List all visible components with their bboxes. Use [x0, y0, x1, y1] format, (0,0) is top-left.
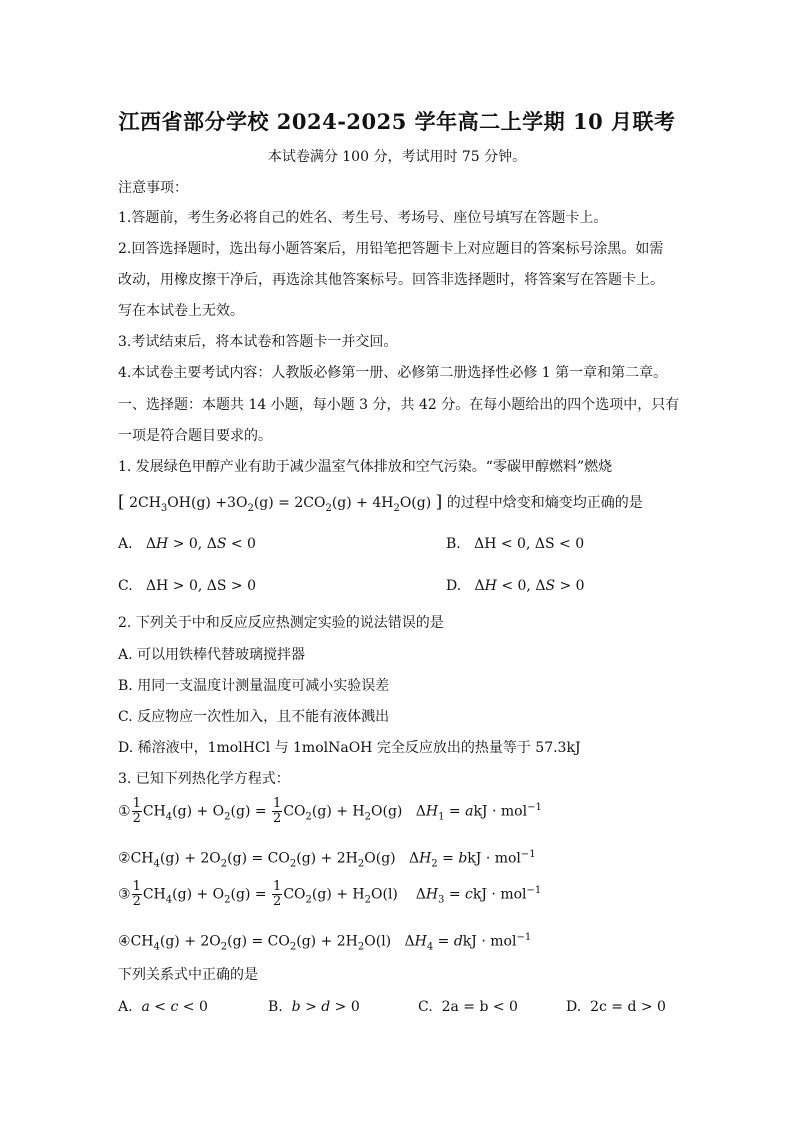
notes-heading: 注意事项：	[118, 180, 188, 196]
q3-option-b: B. b > d > 0	[268, 999, 360, 1015]
q1-equation-line	[118, 493, 643, 518]
q2-option-b: B. 用同一支温度计测量温度可减小实验误差	[118, 678, 390, 694]
exam-title: 江西省部分学校 2024-2025 学年高二上学期 10 月联考	[118, 109, 676, 134]
q1-option-d: D. ΔH < 0, ΔS > 0	[446, 578, 585, 594]
note-line: 3.考试结束后，将本试卷和答题卡一并交回。	[118, 334, 398, 350]
section-heading-cont: 一项是符合题目要求的。	[118, 428, 272, 444]
q2-stem: 2. 下列关于中和反应反应热测定实验的说法错误的是	[118, 615, 444, 631]
q1-option-b: B. ΔH < 0, ΔS < 0	[446, 536, 585, 552]
exam-subtitle: 本试卷满分 100 分，考试用时 75 分钟。	[267, 149, 527, 165]
q3-equation-2: $②CH_4(g) + 2O_2(g) = CO_2(g) + 2H_2O(g) \Delta H_2$ = bkJ · mol$^{-1}$	[118, 849, 536, 870]
q1-stem-tail: 的过程中焓变和熵变均正确的是	[446, 495, 643, 511]
q3-ask: 下列关系式中正确的是	[118, 967, 258, 983]
q1-equation: [ $2CH_3OH(g) +3O_2(g) = 2CO_2(g) + 4H_2O(g)$ ]	[118, 492, 443, 514]
q3-stem: 3. 已知下列热化学方程式：	[118, 771, 290, 787]
note-line: 4.本试卷主要考试内容：人教版必修第一册、必修第二册选择性必修 1 第一章和第二章。	[118, 365, 668, 381]
q3-option-c: C. 2a = b < 0	[418, 999, 518, 1015]
q2-option-d: D. 稀溶液中，1molHCl 与 1molNaOH 完全反应放出的热量等于 57.3kJ	[118, 740, 581, 756]
q2-option-a: A. 可以用铁棒代替玻璃搅拌器	[118, 647, 306, 663]
q3-equation-3: ③ $\frac{1}{2}$ $CH_4(g) + O_2(g)$ = $\frac{1}{2}$ $CO_2(g) + H_2O(l)$ $\Delta H_3$ = ckJ · mol$^{-1}$	[118, 879, 542, 909]
section-heading: 一、选择题：本题共 14 小题，每小题 3 分，共 42 分。在每小题给出的四个选项中，只有	[118, 397, 680, 413]
note-line: 2.回答选择题时，选出每小题答案后，用铅笔把答题卡上对应题目的答案标号涂黑。如需	[118, 241, 664, 257]
note-line: 改动，用橡皮擦干净后，再选涂其他答案标号。回答非选择题时，将答案写在答题卡上。	[118, 272, 664, 288]
q3-equation-4: $④CH_4(g) + 2O_2(g) = CO_2(g) + 2H_2O(l) \Delta H_4$ = dkJ · mol$^{-1}$	[118, 932, 532, 953]
q1-stem: 1. 发展绿色甲醇产业有助于减少温室气体排放和空气污染。“零碳甲醇燃料”燃烧	[118, 459, 613, 475]
q3-option-a: A. a < c < 0	[118, 999, 208, 1015]
q3-equation-1: ① $\frac{1}{2}$ $CH_4(g) + O_2(g)$ = $\frac{1}{2}$ $CO_2(g) + H_2O(g) \Delta H_1$ = akJ · mol$^{-1}$	[118, 796, 542, 826]
q1-option-a: A. ΔH > 0, ΔS < 0	[118, 536, 256, 552]
note-line: 写在本试卷上无效。	[118, 303, 244, 319]
q1-option-c: C. ΔH > 0, ΔS > 0	[118, 578, 257, 594]
q2-option-c: C. 反应物应一次性加入，且不能有液体溅出	[118, 709, 390, 725]
q3-option-d: D. 2c = d > 0	[566, 999, 666, 1015]
note-line: 1.答题前，考生务必将自己的姓名、考生号、考场号、座位号填写在答题卡上。	[118, 210, 608, 226]
